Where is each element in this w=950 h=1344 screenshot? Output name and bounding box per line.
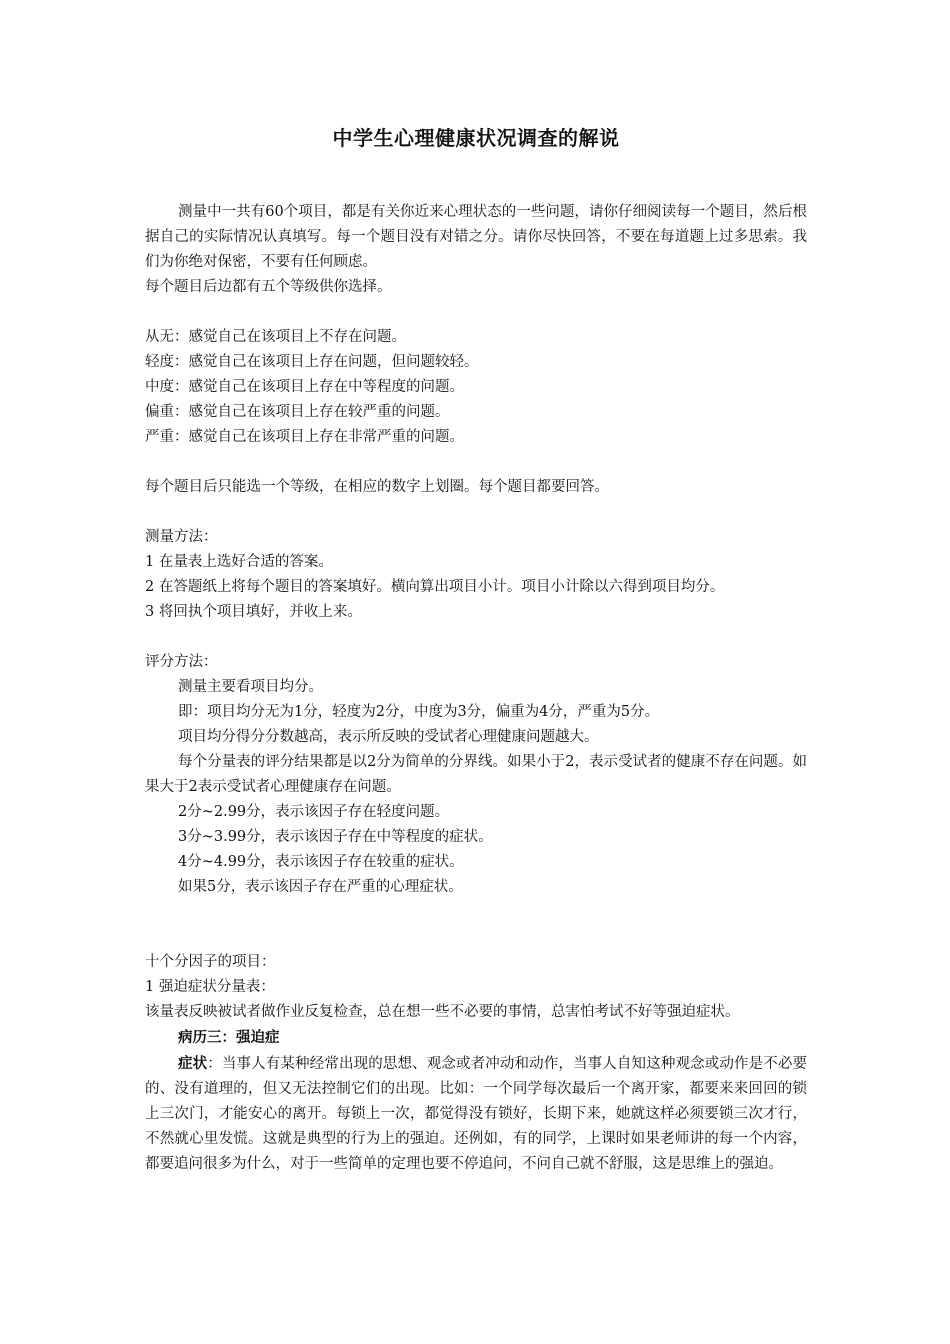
factors-section bbox=[145, 950, 807, 1177]
case-heading bbox=[145, 1025, 807, 1051]
document-body bbox=[145, 200, 807, 1177]
scoring-line: 测量主要看项目均分。 bbox=[178, 679, 323, 695]
level-item: 中度：感觉自己在该项目上存在中等程度的问题。 bbox=[145, 379, 464, 395]
method-step: 2 在答题纸上将每个题目的答案填好。横向算出项目小计。项目小计除以六得到项目均分。 bbox=[145, 579, 725, 595]
scoring-line: 如果5分，表示该因子存在严重的心理症状。 bbox=[178, 879, 463, 895]
method-step: 1 在量表上选好合适的答案。 bbox=[145, 554, 333, 570]
symptom-text: ：当事人有某种经常出现的思想、观念或者冲动和动作，当事人自知这种观念或动作是不必要的、没有道理的，但又无法控制它们的出现。比如：一个同学每次最后一个离开家，都要来来回回的锁上三次门，才能安心的离开。每锁上一次，都觉得没有锁好，长期下来，她就这样必须要锁三次才行，不然就心里发慌。这就是典型的行为上的强迫。还例如，有的同学，上课时如果老师讲的每一个内容，都要追问很多为什么，对于一些简单的定理也要不停追问，不问自己就不舒服，这是思维上的强迫。 bbox=[145, 1056, 807, 1172]
case-heading-text: 病历三：强迫症 bbox=[178, 1029, 280, 1046]
scoring-section bbox=[145, 650, 807, 900]
scoring-heading: 评分方法： bbox=[145, 654, 218, 670]
intro-paragraph-levels: 每个题目后边都有五个等级供你选择。 bbox=[145, 279, 392, 295]
factors-heading: 十个分因子的项目： bbox=[145, 954, 276, 970]
method-heading: 测量方法： bbox=[145, 529, 218, 545]
symptom-paragraph bbox=[145, 1051, 807, 1177]
scoring-line: 2分~2.99分，表示该因子存在轻度问题。 bbox=[178, 804, 450, 820]
symptom-label: 症状 bbox=[178, 1055, 208, 1072]
method-step: 3 将回执个项目填好，并收上来。 bbox=[145, 604, 362, 620]
scoring-line: 即：项目均分无为1分，轻度为2分，中度为3分，偏重为4分，严重为5分。 bbox=[178, 704, 660, 720]
level-item: 严重：感觉自己在该项目上存在非常严重的问题。 bbox=[145, 429, 464, 445]
scoring-line: 项目均分得分分数越高，表示所反映的受试者心理健康问题越大。 bbox=[178, 729, 599, 745]
level-item: 从无：感觉自己在该项目上不存在问题。 bbox=[145, 329, 406, 345]
factor-item-description: 该量表反映被试者做作业反复检查，总在想一些不必要的事情，总害怕考试不好等强迫症状。 bbox=[145, 1004, 740, 1020]
level-item: 偏重：感觉自己在该项目上存在较严重的问题。 bbox=[145, 404, 450, 420]
scoring-line: 每个分量表的评分结果都是以2分为简单的分界线。如果小于2，表示受试者的健康不存在问题。如果大于2表示受试者心理健康存在问题。 bbox=[145, 754, 807, 795]
scoring-line: 4分~4.99分，表示该因子存在较重的症状。 bbox=[178, 854, 464, 870]
levels-list bbox=[145, 325, 807, 450]
page-title: 中学生心理健康状况调查的解说 bbox=[332, 126, 620, 150]
single-choice-note: 每个题目后只能选一个等级，在相应的数字上划圈。每个题目都要回答。 bbox=[145, 479, 609, 495]
method-section bbox=[145, 525, 807, 625]
factor-item-title: 1 强迫症状分量表： bbox=[145, 979, 275, 995]
level-item: 轻度：感觉自己在该项目上存在问题，但问题较轻。 bbox=[145, 354, 479, 370]
intro-paragraph: 测量中一共有60个项目，都是有关你近来心理状态的一些问题，请你仔细阅读每一个题目，然后根据自己的实际情况认真填写。每一个题目没有对错之分。请你尽快回答，不要在每道题上过多思索。我们为你绝对保密，不要有任何顾虑。 bbox=[145, 204, 807, 270]
scoring-line: 3分~3.99分，表示该因子存在中等程度的症状。 bbox=[178, 829, 493, 845]
